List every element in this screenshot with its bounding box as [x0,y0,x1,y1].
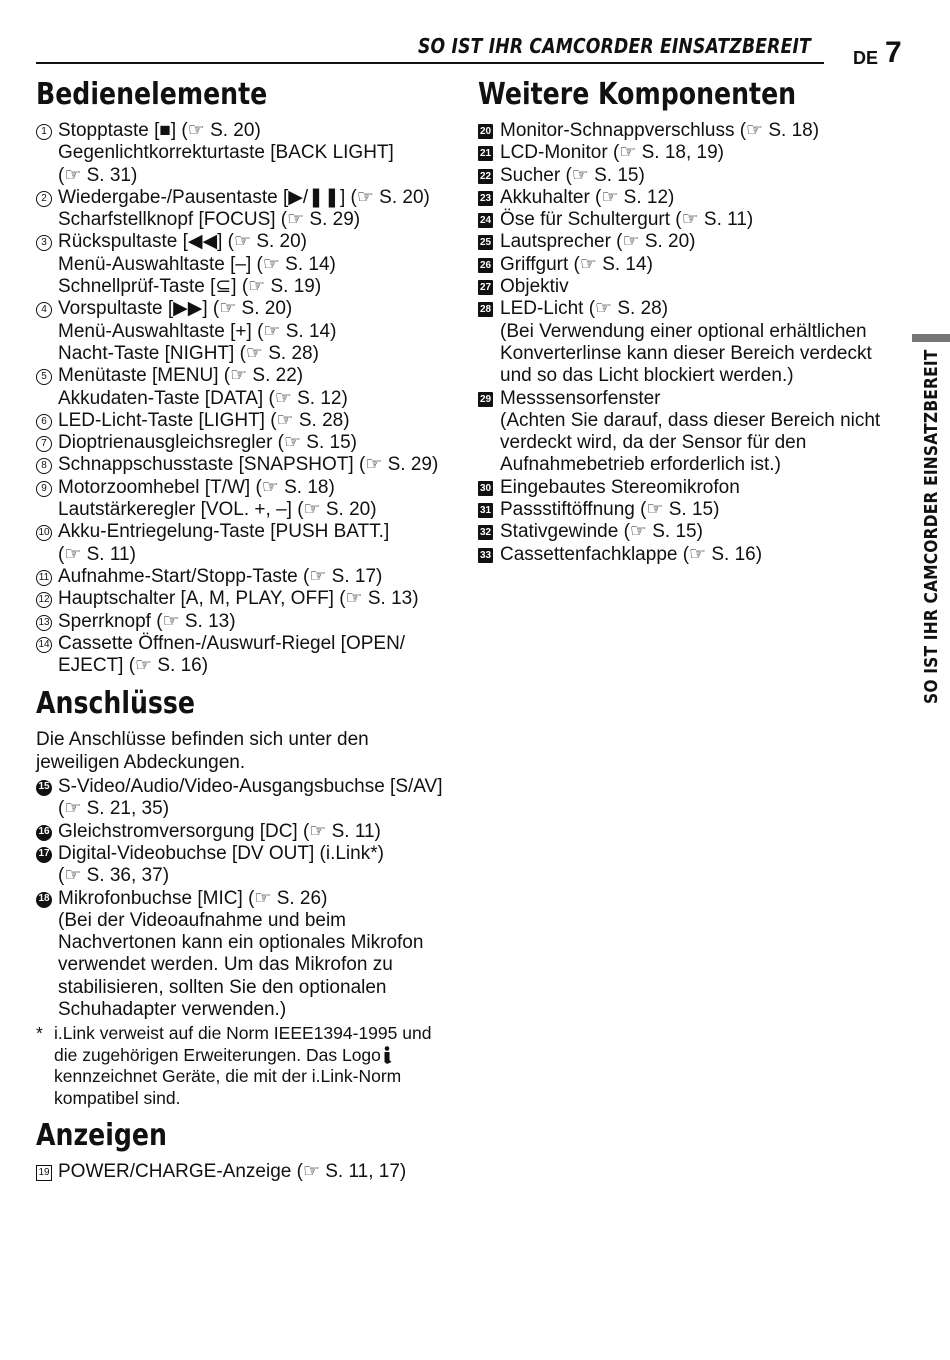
item-number-marker: 27 [479,282,492,294]
item-text-line: EJECT] (☞ S. 16) [58,655,209,677]
item-number-marker: 1 [36,124,52,140]
bedienelemente-list [36,120,461,677]
item-text-line: Schnappschusstaste [SNAPSHOT] (☞ S. 29) [58,454,439,476]
item-text-line: Öse für Schultergurt (☞ S. 11) [500,209,754,231]
item-text-line: Eingebautes Stereomikrofon [500,476,740,498]
item-number-marker: 12 [36,592,52,608]
item-text-line: Nachvertonen kann ein optionales Mikrofon [58,932,424,954]
item-number-marker: 29 [479,393,492,405]
list-item [36,611,461,633]
item-number-marker: 6 [36,414,52,430]
item-number-marker: 2 [36,191,52,207]
list-item [478,298,898,387]
list-item [36,120,461,187]
language-label: DE [853,48,879,68]
item-text-line: (Bei der Videoaufnahme und beim [58,909,347,931]
item-number-marker: 24 [479,215,492,227]
item-text-line: Aufnahmebetrieb erforderlich ist.) [500,454,781,476]
item-text-line: (☞ S. 31) [58,164,138,186]
item-number-marker: 11 [36,570,52,586]
list-item [36,432,461,454]
list-item [36,410,461,432]
item-number-marker: 22 [479,170,492,182]
item-number-marker: 14 [36,637,52,653]
item-text-line: Menütaste [MENU] (☞ S. 22) [58,365,304,387]
side-tab-label: SO IST IHR CAMCORDER EINSATZBEREIT [921,349,942,704]
list-item [478,209,898,231]
item-number-marker: 13 [36,615,52,631]
list-item [36,821,461,843]
item-text-line: Schuhadapter verwenden.) [58,998,287,1020]
list-item [36,776,461,821]
item-text-line: Stativgewinde (☞ S. 15) [500,521,703,543]
list-item [36,521,461,566]
item-number-marker: 3 [36,235,52,251]
item-number-marker: 26 [479,259,492,271]
item-text-line: (☞ S. 36, 37) [58,865,170,887]
item-text-line: Lautstärkeregler [VOL. +, –] (☞ S. 20) [58,499,377,521]
item-number-marker: 25 [479,237,492,249]
item-text-line: S-Video/Audio/Video-Ausgangsbuchse [S/AV] [58,776,443,798]
item-number-marker: 15 [36,780,52,796]
item-text-line: Messsensorfenster [500,387,661,409]
item-number-marker: 16 [36,825,52,841]
item-text-line: und so das Licht blockiert werden.) [500,365,794,387]
footnote-marker: * [36,1023,43,1044]
list-item [36,843,461,888]
item-text-line: Sperrknopf (☞ S. 13) [58,610,236,632]
item-text-line: Akku-Entriegelung-Taste [PUSH BATT.] [58,521,390,543]
item-text-line: Gegenlichtkorrekturtaste [BACK LIGHT] [58,142,394,164]
section-heading-anschluesse: Anschlüsse [36,686,195,722]
list-item [478,388,898,477]
item-number-marker: 10 [36,525,52,541]
item-text-line: (Bei Verwendung einer optional erhältlichen [500,320,867,342]
right-column [478,78,898,566]
item-text-line: POWER/CHARGE-Anzeige (☞ S. 11, 17) [58,1161,407,1183]
item-text-line: Akkudaten-Taste [DATA] (☞ S. 12) [58,387,348,409]
list-item [478,231,898,253]
item-number-marker: 8 [36,458,52,474]
item-text-line: Menü-Auswahltaste [–] (☞ S. 14) [58,253,336,275]
item-text-line: LED-Licht-Taste [LIGHT] (☞ S. 28) [58,409,350,431]
list-item [36,588,461,610]
item-text-line: Mikrofonbuchse [MIC] (☞ S. 26) [58,887,328,909]
list-item [478,544,898,566]
item-number-marker: 20 [479,126,492,137]
item-text-line: Akkuhalter (☞ S. 12) [500,186,675,208]
item-text-line: Konverterlinse kann dieser Bereich verdeckt [500,342,872,364]
item-text-line: Menü-Auswahltaste [+] (☞ S. 14) [58,320,337,342]
item-text-line: Cassette Öffnen-/Auswurf-Riegel [OPEN/ [58,632,406,654]
item-number-marker: 18 [36,892,52,908]
list-item [36,477,461,522]
item-text-line: Sucher (☞ S. 15) [500,164,645,186]
ilink-footnote: * i.Link verweist auf die Norm IEEE1394-1995 und die zugehörigen Erweiterungen. Das Logo kennzeichnet Geräte, die mit der i.Link-Norm kompatibel sind. [36,1023,432,1108]
item-text-line: (☞ S. 21, 35) [58,798,170,820]
list-item [36,231,461,298]
item-text-line: Dioptrienausgleichsregler (☞ S. 15) [58,432,357,454]
item-text-line: Griffgurt (☞ S. 14) [500,253,653,275]
item-number-marker: 4 [36,302,52,318]
section-heading-anzeigen: Anzeigen [36,1118,167,1154]
list-item [478,521,898,543]
list-item [478,499,898,521]
item-text-line: Schnellprüf-Taste [⊆] (☞ S. 19) [58,276,322,298]
item-text-line: (☞ S. 11) [58,543,136,565]
item-number-marker: 31 [479,505,492,517]
list-item [36,1161,461,1183]
page-header-title: SO IST IHR CAMCORDER EINSATZBEREIT [418,34,811,58]
header-rule [36,62,824,64]
item-text-line: Gleichstromversorgung [DC] (☞ S. 11) [58,820,381,842]
item-number-marker: 17 [36,847,52,863]
item-text-line: Vorspultaste [▶▶] (☞ S. 20) [58,298,293,320]
ilink-logo-icon [383,1046,392,1064]
list-item [478,142,898,164]
list-item [36,566,461,588]
list-item [36,633,461,678]
item-text-line: LCD-Monitor (☞ S. 18, 19) [500,142,724,164]
item-text-line: Stopptaste [■] (☞ S. 20) [58,120,261,141]
item-text-line: verwendet werden. Um das Mikrofon zu [58,954,393,976]
list-item [36,888,461,1022]
list-item [478,254,898,276]
list-item [478,187,898,209]
list-item [478,120,898,142]
list-item [36,298,461,365]
item-text-line: Objektiv [500,276,569,298]
item-number-marker: 23 [479,192,492,204]
item-text-line: Lautsprecher (☞ S. 20) [500,231,696,253]
item-text-line: Hauptschalter [A, M, PLAY, OFF] (☞ S. 13) [58,588,419,610]
anschluesse-intro: Die Anschlüsse befinden sich unter den jeweiligen Abdeckungen. [36,729,369,773]
item-text-line: Scharfstellknopf [FOCUS] (☞ S. 29) [58,209,361,231]
item-text-line: Nacht-Taste [NIGHT] (☞ S. 28) [58,342,319,364]
item-text-line: Motorzoomhebel [T/W] (☞ S. 18) [58,476,335,498]
section-heading-bedienelemente: Bedienelemente [36,77,268,112]
section-heading-weitere-komponenten: Weitere Komponenten [478,77,797,112]
item-text-line: Monitor-Schnappverschluss (☞ S. 18) [500,120,820,141]
item-number-marker: 21 [479,148,492,160]
item-text-line: Aufnahme-Start/Stopp-Taste (☞ S. 17) [58,565,383,587]
item-number-marker: 32 [479,527,492,539]
item-text-line: stabilisieren, sollten Sie den optionalen [58,976,387,998]
item-text-line: Passstiftöffnung (☞ S. 15) [500,499,720,521]
item-number-marker: 19 [36,1165,52,1181]
item-number-marker: 28 [479,304,492,316]
anschluesse-list [36,776,461,1021]
list-item [36,454,461,476]
item-number-marker: 5 [36,369,52,385]
item-number-marker: 9 [36,481,52,497]
weitere-komponenten-list [478,120,898,566]
item-number-marker: 30 [479,482,492,494]
list-item [478,276,898,298]
item-text-line: Rückspultaste [◀◀] (☞ S. 20) [58,231,308,253]
item-text-line: Cassettenfachklappe (☞ S. 16) [500,543,763,565]
item-text-line: LED-Licht (☞ S. 28) [500,298,669,320]
page-number: 7 [885,36,902,69]
item-number-marker: 33 [479,549,492,561]
left-column [36,78,461,1184]
list-item [478,165,898,187]
item-text-line: Digital-Videobuchse [DV OUT] (i.Link*) [58,842,384,864]
side-tab-marker [912,334,950,342]
item-text-line: (Achten Sie darauf, dass dieser Bereich nicht [500,409,881,431]
list-item [36,365,461,410]
anzeigen-list [36,1161,461,1183]
list-item [36,187,461,232]
item-text-line: Wiedergabe-/Pausentaste [▶/❚❚] (☞ S. 20) [58,186,430,208]
item-text-line: verdeckt wird, da der Sensor für den [500,432,807,454]
item-number-marker: 7 [36,436,52,452]
list-item [478,477,898,499]
